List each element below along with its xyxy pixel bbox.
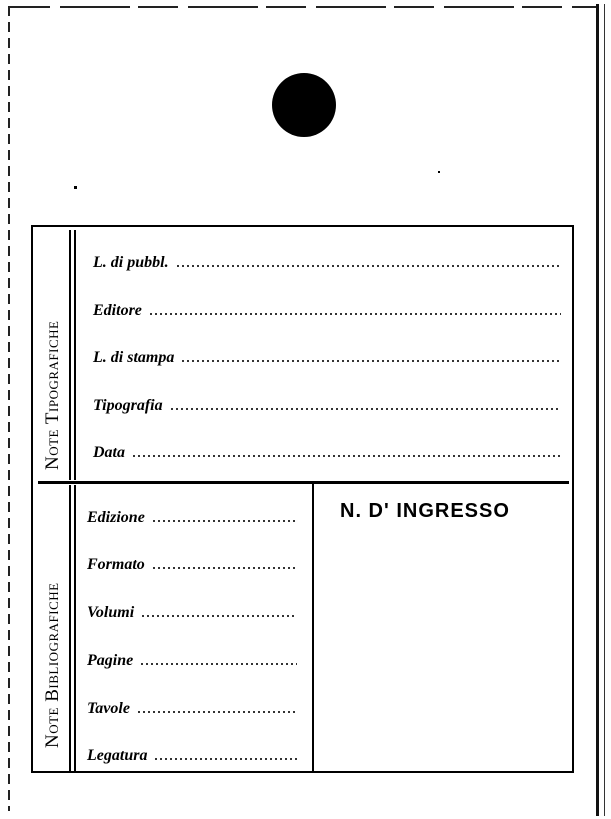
- field-row-pagine[interactable]: [87, 646, 297, 670]
- field-label: Data: [93, 444, 125, 461]
- dotted-line: [171, 408, 561, 410]
- field-row-pubblicazione[interactable]: [93, 248, 561, 272]
- field-row-legatura[interactable]: [87, 741, 297, 765]
- ink-speck: [74, 186, 77, 189]
- dotted-line: [133, 455, 561, 457]
- field-label: Editore: [93, 302, 142, 319]
- bibliographic-section-title: Note Bibliografiche: [42, 582, 63, 748]
- punched-hole: [272, 73, 336, 137]
- dotted-line: [142, 615, 297, 617]
- bibliographic-rule-2: [74, 485, 76, 771]
- dotted-line: [150, 313, 561, 315]
- ink-speck: [438, 171, 440, 173]
- accession-number-title: N. D' INGRESSO: [340, 500, 510, 522]
- field-row-tavole[interactable]: [87, 694, 297, 718]
- typographic-rule-2: [74, 230, 76, 480]
- tag-right-edge: [596, 4, 599, 816]
- typographic-rule-1: [69, 230, 71, 480]
- field-label: L. di pubbl.: [93, 254, 169, 271]
- field-row-editore[interactable]: [93, 296, 561, 320]
- typographic-section-title: Note Tipografiche: [42, 320, 63, 470]
- dotted-line: [155, 758, 297, 760]
- field-label: Edizione: [87, 509, 145, 526]
- field-row-data[interactable]: [93, 438, 561, 462]
- field-label: Legatura: [87, 747, 148, 764]
- field-label: Pagine: [87, 652, 134, 669]
- field-label: Volumi: [87, 604, 135, 621]
- dotted-line: [153, 520, 297, 522]
- field-row-volumi[interactable]: [87, 598, 297, 622]
- field-label: Tipografia: [93, 397, 163, 414]
- tag-left-edge: [8, 6, 10, 811]
- field-label: Tavole: [87, 700, 130, 717]
- section-divider: [38, 481, 569, 484]
- field-label: Formato: [87, 556, 145, 573]
- field-row-stampa[interactable]: [93, 343, 561, 367]
- field-row-edizione[interactable]: [87, 503, 297, 527]
- dotted-line: [138, 711, 297, 713]
- field-label: L. di stampa: [93, 349, 175, 366]
- accession-divider: [312, 484, 314, 771]
- field-row-tipografia[interactable]: [93, 391, 561, 415]
- dotted-line: [182, 360, 561, 362]
- field-row-formato[interactable]: [87, 550, 297, 574]
- dotted-line: [141, 663, 297, 665]
- dotted-line: [153, 567, 297, 569]
- tag-top-edge: [10, 6, 598, 8]
- dotted-line: [177, 265, 561, 267]
- bibliographic-rule-1: [69, 485, 71, 771]
- tag-right-edge-inner: [604, 4, 605, 816]
